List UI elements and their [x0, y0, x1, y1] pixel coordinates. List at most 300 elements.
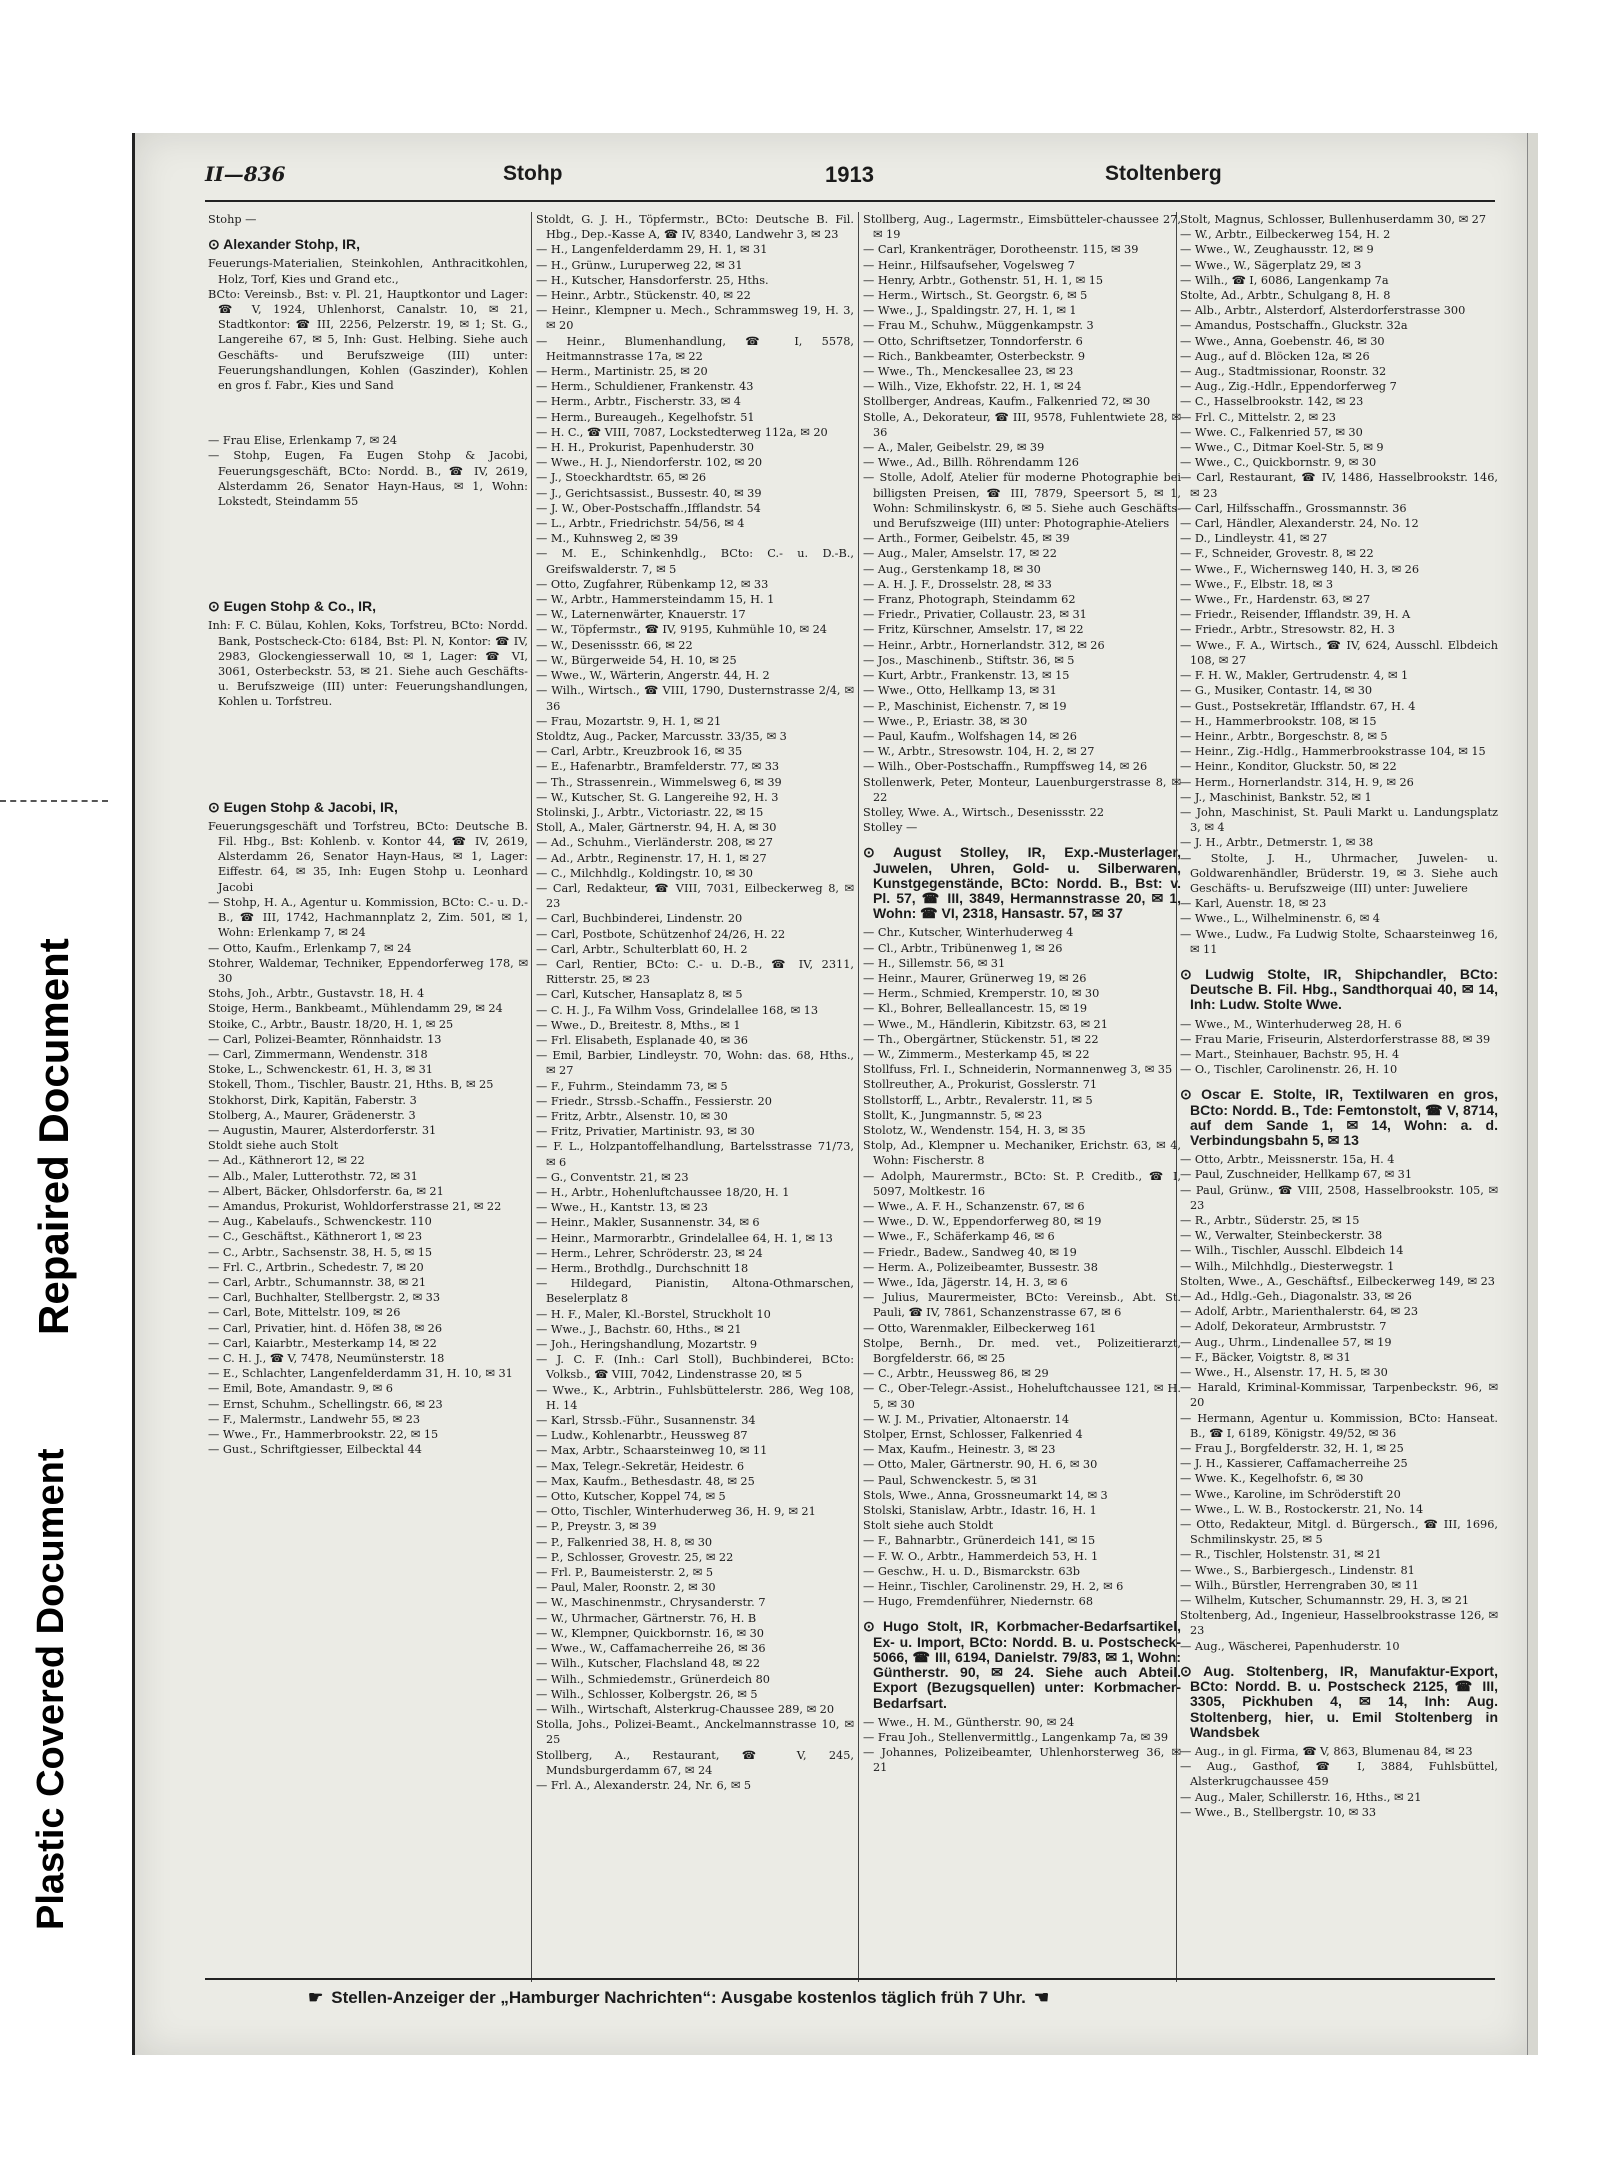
- directory-entry: — Gust., Schriftgiesser, Eilbecktal 44: [208, 1443, 422, 1457]
- directory-entry: — John, Maschinist, St. Pauli Markt u. Landungsplatz 3, ✉ 4: [1180, 805, 1498, 835]
- directory-entry: — Heinr., Klempner u. Mech., Schrammsweg 19, H. 3, ✉ 20: [536, 304, 854, 333]
- directory-entry: Stoll, A., Maler, Gärtnerstr. 94, H. A, ✉ 30: [536, 821, 777, 835]
- directory-entry: — Frau J., Borgfelderstr. 32, H. 1, ✉ 25: [1180, 1442, 1404, 1456]
- directory-entry: — Ernst, Schuhm., Schellingstr. 66, ✉ 23: [208, 1397, 443, 1411]
- header-rule: [205, 200, 1495, 202]
- directory-entry: — Carl, Restaurant, ☎ IV, 1486, Hasselbrookstr. 146, ✉ 23: [1180, 471, 1498, 500]
- directory-entry: — Wilh., ☎ I, 6086, Langenkamp 7a: [1180, 273, 1389, 287]
- directory-entry: ⊙ Ludwig Stolte, IR, Shipchandler, BCto: Deutsche B. Fil. Hbg., Sandthorquai 40, ✉ 14, Inh: Ludw. Stolte Wwe.: [1180, 965, 1498, 1013]
- directory-entry: — Ad., Hdlg.-Geh., Diagonalstr. 33, ✉ 26: [1180, 1290, 1412, 1304]
- directory-entry: — Wwe., J., Spaldingstr. 27, H. 1, ✉ 1: [863, 304, 1077, 318]
- side-divider: [0, 800, 108, 802]
- directory-entry: — G., Conventstr. 21, ✉ 23: [536, 1170, 689, 1184]
- directory-entry: — Ad., Käthnerort 12, ✉ 22: [208, 1154, 365, 1168]
- directory-entry: — Wwe., W., Zeughausstr. 12, ✉ 9: [1180, 243, 1374, 257]
- directory-entry: Stolp, Ad., Klempner u. Mechaniker, Erichstr. 63, ✉ 4, Wohn: Fischerstr. 8: [863, 1139, 1181, 1168]
- directory-entry: — Heinr., Hilfsaufseher, Vogelsweg 7: [863, 258, 1075, 272]
- directory-entry: — Frau Marie, Friseurin, Alsterdorferstrasse 88, ✉ 39: [1180, 1032, 1491, 1046]
- directory-entry: — J., Maschinist, Bankstr. 52, ✉ 1: [1180, 790, 1372, 804]
- directory-entry: Feuerungsgeschäft und Torfstreu, BCto: Deutsche B. Fil. Hbg., Bst: Kohlenb. v. Kontor 44, ☎ IV, 2619, Alsterdamm 26, Senator Hayn-Haus, ✉ 1, Lager: Eiffestr. 64, ✉ 35, Inh: Eugen Stohp u. Leonhard Jacobi: [208, 819, 528, 894]
- directory-entry: — Geschw., H. u. D., Bismarckstr. 63b: [863, 1564, 1081, 1578]
- directory-entry: — F. W. O., Arbtr., Hammerdeich 53, H. 1: [863, 1549, 1099, 1563]
- directory-entry: — Aug., Kabelaufs., Schwenckestr. 110: [208, 1215, 432, 1229]
- directory-entry: Stolt siehe auch Stoldt: [863, 1519, 994, 1533]
- directory-entry: — Adolf, Dekorateur, Armbruststr. 7: [1180, 1320, 1387, 1334]
- directory-entry: — Max, Kaufm., Heinestr. 3, ✉ 23: [863, 1443, 1056, 1457]
- directory-entry: — Wwe., B., Stellbergstr. 10, ✉ 33: [1180, 1805, 1377, 1819]
- directory-entry: — Fritz, Privatier, Martinistr. 93, ✉ 30: [536, 1125, 755, 1139]
- directory-entry: — C., Arbtr., Sachsenstr. 38, H. 5, ✉ 15: [208, 1245, 433, 1259]
- directory-entry: — Ad., Schuhm., Vierländerstr. 208, ✉ 27: [536, 836, 773, 850]
- directory-entry: — A. H. J. F., Drosselstr. 28, ✉ 33: [863, 577, 1052, 591]
- directory-entry: — Wwe., M., Winterhuderweg 28, H. 6: [1180, 1017, 1402, 1031]
- directory-entry: — Herm., Arbtr., Fischerstr. 33, ✉ 4: [536, 395, 741, 409]
- directory-entry: — P., Falkenried 38, H. 8, ✉ 30: [536, 1535, 713, 1549]
- directory-entry: — Carl, Zimmermann, Wendenstr. 318: [208, 1047, 428, 1061]
- directory-entry: Stollberg, Aug., Lagermstr., Eimsbütteler-chaussee 27, ✉ 19: [863, 213, 1181, 242]
- directory-entry: — Wwe., W., Caffamacherreihe 26, ✉ 36: [536, 1642, 766, 1656]
- directory-entry: — C. H. J., ☎ V, 7478, Neumünsterstr. 18: [208, 1351, 445, 1365]
- directory-entry: — H., Langenfelderdamm 29, H. 1, ✉ 31: [536, 243, 768, 257]
- directory-entry: — Wwe., J., Bachstr. 60, Hths., ✉ 21: [536, 1322, 742, 1336]
- directory-entry: — W., Arbtr., Hammersteindamm 15, H. 1: [536, 593, 775, 607]
- directory-entry: — Wwe., Anna, Goebenstr. 46, ✉ 30: [1180, 334, 1385, 348]
- directory-entry: — Wilh., Tischler, Ausschl. Elbdeich 14: [1180, 1244, 1404, 1258]
- directory-entry: — Wwe., Ida, Jägerstr. 14, H. 3, ✉ 6: [863, 1276, 1068, 1290]
- directory-entry: Stolper, Ernst, Schlosser, Falkenried 4: [863, 1428, 1083, 1442]
- directory-entry: — Otto, Tischler, Winterhuderweg 36, H. 9, ✉ 21: [536, 1505, 816, 1519]
- directory-entry: — Otto, Kaufm., Erlenkamp 7, ✉ 24: [208, 941, 412, 955]
- directory-entry: — R., Tischler, Holstenstr. 31, ✉ 21: [1180, 1548, 1382, 1562]
- directory-entry: — Friedr., Strssb.-Schaffn., Fessierstr. 20: [536, 1094, 772, 1108]
- directory-entry: — Paul, Zuschneider, Hellkamp 67, ✉ 31: [1180, 1168, 1413, 1182]
- directory-entry: — Otto, Kutscher, Koppel 74, ✉ 5: [536, 1490, 726, 1504]
- directory-entry: — Paul, Grünw., ☎ VIII, 2508, Hasselbrookstr. 105, ✉ 23: [1180, 1183, 1498, 1212]
- directory-entry: — Ludw., Kohlenarbtr., Heussweg 87: [536, 1429, 748, 1443]
- header-last-name: Stoltenberg: [1105, 162, 1222, 185]
- directory-entry: — Wwe., S., Barbiergesch., Lindenstr. 81: [1180, 1563, 1415, 1577]
- directory-entry: — C. H. J., Fa Wilhm Voss, Grindelallee 168, ✉ 13: [536, 1003, 819, 1017]
- directory-entry: Stolpe, Bernh., Dr. med. vet., Polizeitierarzt, Borgfelderstr. 66, ✉ 25: [863, 1336, 1181, 1366]
- directory-entry: — F., Schneider, Grovestr. 8, ✉ 22: [1180, 547, 1374, 561]
- directory-entry: — W., Uhrmacher, Gärtnerstr. 76, H. B: [536, 1611, 757, 1625]
- directory-entry: — Otto, Arbtr., Meissnerstr. 15a, H. 4: [1180, 1153, 1395, 1167]
- directory-entry: — Frau, Mozartstr. 9, H. 1, ✉ 21: [536, 714, 722, 728]
- directory-entry: — Wwe., M., Händlerin, Kibitzstr. 63, ✉ 21: [863, 1017, 1108, 1031]
- directory-entry: Stoltenberg, Ad., Ingenieur, Hasselbrookstrasse 126, ✉ 23: [1180, 1609, 1498, 1638]
- directory-entry: — Carl, Bote, Mittelstr. 109, ✉ 26: [208, 1306, 401, 1320]
- directory-entry: Stohp —: [208, 213, 257, 226]
- directory-entry: — Karl, Strssb.-Führ., Susannenstr. 34: [536, 1414, 756, 1428]
- directory-entry: Stollberger, Andreas, Kaufm., Falkenried 72, ✉ 30: [863, 395, 1151, 409]
- directory-entry: Stols, Wwe., Anna, Grossneumarkt 14, ✉ 3: [863, 1488, 1108, 1502]
- header-year: 1913: [825, 162, 874, 187]
- directory-entry: — Heinr., Zig.-Hdlg., Hammerbrookstrasse 104, ✉ 15: [1180, 745, 1486, 759]
- directory-entry: — Fritz, Kürschner, Amselstr. 17, ✉ 22: [863, 623, 1084, 637]
- directory-entry: — Herm., Brothdlg., Durchschnitt 18: [536, 1262, 749, 1276]
- directory-entry: — J., Gerichtsassist., Bussestr. 40, ✉ 39: [536, 486, 762, 500]
- directory-entry: — Aug., Zig.-Hdlr., Eppendorferweg 7: [1180, 380, 1397, 394]
- directory-entry: — Otto, Zugfahrer, Rübenkamp 12, ✉ 33: [536, 577, 769, 591]
- directory-entry: — Mart., Steinhauer, Bachstr. 95, H. 4: [1180, 1047, 1400, 1061]
- directory-entry: — Jos., Maschinenb., Stiftstr. 36, ✉ 5: [863, 653, 1075, 667]
- directory-entry: — P., Preystr. 3, ✉ 39: [536, 1520, 657, 1534]
- directory-entry: — F., Malermstr., Landwehr 55, ✉ 23: [208, 1412, 421, 1426]
- directory-entry: — Carl, Hilfsschaffn., Grossmannstr. 36: [1180, 501, 1407, 515]
- directory-entry: — Carl, Arbtr., Kreuzbrook 16, ✉ 35: [536, 745, 743, 759]
- directory-entry: ⊙ Hugo Stolt, IR, Korbmacher-Bedarfsartikel, Ex- u. Import, BCto: Nordd. B. u. Postscheck-5066, ☎ III, 6194, Danielstr. 79/83, ✉ 1, Wohn: Güntherstr. 90, ✉ 24. Siehe auch Abteil. Export (Bezugsquellen) unter: Korbmacher-Bedarfsart.: [863, 1618, 1181, 1711]
- directory-entry: — J. H., Kassierer, Caffamacherreihe 25: [1180, 1457, 1408, 1471]
- directory-entry: — Stohp, Eugen, Fa Eugen Stohp & Jacobi, Feuerungsgeschäft, BCto: Nordd. B., ☎ IV, 2619, Alsterdamm 26, Senator Hayn-Haus, ✉ 1, Wohn: Lokstedt, Steindamm 55: [208, 449, 528, 509]
- directory-entry: — Aug., Gasthof, ☎ I, 3884, Fuhlsbüttel, Alsterkrugchaussee 459: [1180, 1760, 1498, 1789]
- directory-entry: Stolla, Johs., Polizei-Beamt., Anckelmannstrasse 10, ✉ 25: [536, 1718, 854, 1747]
- directory-entry: — Johannes, Polizeibeamter, Uhlenhorsterweg 36, ✉ 21: [863, 1746, 1181, 1775]
- directory-entry: ⊙ Alexander Stohp, IR,: [208, 236, 361, 253]
- directory-entry: — Aug., Maler, Schillerstr. 16, Hths., ✉ 21: [1180, 1790, 1422, 1804]
- directory-entry: — Chr., Kutscher, Winterhuderweg 4: [863, 926, 1074, 940]
- directory-entry: Stolinski, J., Arbtr., Victoriastr. 22, ✉ 15: [536, 805, 764, 819]
- directory-entry: — F., Fuhrm., Steindamm 73, ✉ 5: [536, 1079, 728, 1093]
- directory-entry: — Otto, Maler, Gärtnerstr. 90, H. 6, ✉ 30: [863, 1458, 1098, 1472]
- directory-entry: — Henry, Arbtr., Gothenstr. 51, H. 1, ✉ 15: [863, 273, 1104, 287]
- directory-entry: — Friedr., Privatier, Collaustr. 23, ✉ 31: [863, 608, 1087, 622]
- directory-entry: Stolt, Magnus, Schlosser, Bullenhuserdamm 30, ✉ 27: [1180, 213, 1487, 226]
- directory-entry: — W., Maschinenmstr., Chrysanderstr. 7: [536, 1596, 766, 1610]
- directory-entry: Stoldt, G. J. H., Töpfermstr., BCto: Deutsche B. Fil. Hbg., Dep.-Kasse A, ☎ IV, 8340, Landwehr 3, ✉ 23: [536, 213, 854, 242]
- directory-entry: — Adolf, Arbtr., Marienthalerstr. 64, ✉ 23: [1180, 1305, 1419, 1319]
- directory-entry: ⊙ Aug. Stoltenberg, IR, Manufaktur-Export, BCto: Nordd. B. u. Postscheck 2125, ☎ III, 3305, Pickhuben 4, ✉ 14, Inh: Aug. Stoltenberg, hier, u. Emil Stoltenberg in Wandsbek: [1180, 1662, 1498, 1740]
- directory-entry: — Frl. P., Baumeisterstr. 2, ✉ 5: [536, 1566, 714, 1580]
- directory-entry: — W. J. M., Privatier, Altonaerstr. 14: [863, 1412, 1070, 1426]
- directory-entry: — Aug., Wäscherei, Papenhuderstr. 10: [1180, 1639, 1400, 1653]
- page-footer: [300, 1988, 1380, 2008]
- footer-rule: [205, 1978, 1495, 1980]
- directory-entry: — Franz, Photograph, Steindamm 62: [863, 593, 1076, 607]
- directory-entry: — W., Bürgerweide 54, H. 10, ✉ 25: [536, 653, 737, 667]
- directory-entry: — Wwe., W., Wärterin, Angerstr. 44, H. 2: [536, 669, 770, 683]
- directory-entry: Stoke, L., Schwenckestr. 61, H. 3, ✉ 31: [208, 1063, 433, 1077]
- column-rule: [858, 212, 859, 1982]
- directory-entry: — Friedr., Badew., Sandweg 40, ✉ 19: [863, 1245, 1077, 1259]
- directory-entry: — Stohp, H. A., Agentur u. Kommission, BCto: C.- u. D.-B., ☎ III, 1742, Hachmannplatz 2, Zim. 501, ✉ 1, Wohn: Erlenkamp 7, ✉ 24: [208, 895, 528, 940]
- directory-entry: — Wwe., H. J., Niendorferstr. 102, ✉ 20: [536, 456, 763, 470]
- side-label-plastic: Plastic Covered Document: [30, 1448, 72, 1930]
- directory-entry: — J. W., Ober-Postschaffn.,Ifflandstr. 54: [536, 501, 761, 515]
- directory-entry: — Heinr., Arbtr., Stückenstr. 40, ✉ 22: [536, 289, 751, 303]
- directory-entry: — Fritz, Arbtr., Alsenstr. 10, ✉ 30: [536, 1109, 728, 1123]
- directory-entry: — Th., Obergärtner, Stückenstr. 51, ✉ 22: [863, 1032, 1099, 1046]
- directory-entry: — Heinr., Konditor, Gluckstr. 50, ✉ 22: [1180, 760, 1397, 774]
- directory-entry: — W., Laternenwärter, Knauerstr. 17: [536, 608, 746, 622]
- directory-entry: — Hermann, Agentur u. Kommission, BCto: Hanseat. B., ☎ I, 6189, Königstr. 49/52, ✉ 36: [1180, 1411, 1498, 1440]
- directory-entry: — P., Schlosser, Grovestr. 25, ✉ 22: [536, 1550, 734, 1564]
- directory-entry: — Frl. C., Mittelstr. 2, ✉ 23: [1180, 410, 1336, 424]
- directory-entry: — Wilhelm, Kutscher, Schumannstr. 29, H. 3, ✉ 21: [1180, 1594, 1470, 1608]
- directory-entry: Stollreuther, A., Prokurist, Gosslerstr. 71: [863, 1078, 1098, 1092]
- directory-entry: — F., Bahnarbtr., Grünerdeich 141, ✉ 15: [863, 1534, 1096, 1548]
- directory-entry: — H., Grünw., Luruperweg 22, ✉ 31: [536, 258, 743, 272]
- directory-entry: — Alb., Maler, Lutterothstr. 72, ✉ 31: [208, 1169, 418, 1183]
- directory-entry: — Joh., Heringshandlung, Mozartstr. 9: [536, 1338, 758, 1352]
- directory-entry: — Wwe., F., Elbstr. 18, ✉ 3: [1180, 577, 1334, 591]
- directory-entry: — Frl. Elisabeth, Esplanade 40, ✉ 36: [536, 1033, 748, 1047]
- directory-entry: — Wilh., Bürstler, Herrengraben 30, ✉ 11: [1180, 1578, 1419, 1592]
- directory-entry: — C., Ober-Telegr.-Assist., Hoheluftchaussee 121, ✉ H. 5, ✉ 30: [863, 1382, 1181, 1411]
- directory-entry: — Kl., Bohrer, Belleallancestr. 15, ✉ 19: [863, 1002, 1088, 1016]
- directory-entry: — Heinr., Arbtr., Hornerlandstr. 312, ✉ 26: [863, 638, 1105, 652]
- directory-entry: Stoike, C., Arbtr., Baustr. 18/20, H. 1, ✉ 25: [208, 1017, 454, 1031]
- directory-entry: — Carl, Postbote, Schützenhof 24/26, H. 22: [536, 927, 786, 941]
- directory-entry: — Wilh., Schmiedemstr., Grünerdeich 80: [536, 1672, 770, 1686]
- directory-entry: — C., Geschäftst., Käthnerort 1, ✉ 23: [208, 1230, 423, 1244]
- directory-entry: — Aug., Stadtmissionar, Roonstr. 32: [1180, 365, 1387, 379]
- directory-entry: — Frau M., Schuhw., Müggenkampstr. 3: [863, 319, 1094, 333]
- directory-entry: — C., Arbtr., Heussweg 86, ✉ 29: [863, 1367, 1049, 1381]
- page-number: II—836: [205, 162, 286, 186]
- directory-entry: — Wilh., Vize, Ekhofstr. 22, H. 1, ✉ 24: [863, 380, 1082, 394]
- directory-entry: — L., Arbtr., Friedrichstr. 54/56, ✉ 4: [536, 517, 745, 531]
- directory-entry: — Herm., Schmied, Kremperstr. 10, ✉ 30: [863, 987, 1100, 1001]
- directory-entry: — Amandus, Prokurist, Wohldorferstrasse 21, ✉ 22: [208, 1199, 502, 1213]
- page-header: [205, 162, 1495, 202]
- directory-entry: Inh: F. C. Bülau, Kohlen, Koks, Torfstreu, BCto: Nordd. Bank, Postscheck-Cto: 6184, Bst: Pl. N, Kontor: ☎ IV, 2983, Glockengiesserwall 10, ✉ 1, Lager: ☎ VI, 3061, Osterbeckstr. 53, ✉ 21. Siehe auch Geschäfts- u. Berufszweige (III) unter: Feuerungshandlungen, Kohlen u. Torfstreu.: [208, 619, 528, 709]
- directory-entry: — J. C. F. (Inh.: Carl Stoll), Buchbinderei, BCto: Volksb., ☎ VIII, 7042, Lindenstrasse 20, ✉ 5: [536, 1353, 854, 1382]
- directory-entry: — Herm., Schuldiener, Frankenstr. 43: [536, 380, 754, 394]
- column-2: [536, 212, 854, 1962]
- directory-entry: — J. H., Arbtr., Detmerstr. 1, ✉ 38: [1180, 836, 1374, 850]
- directory-entry: — G., Musiker, Contastr. 14, ✉ 30: [1180, 684, 1373, 698]
- directory-entry: — W., Klempner, Quickbornstr. 16, ✉ 30: [536, 1626, 764, 1640]
- directory-entry: — F., Bäcker, Voigtstr. 8, ✉ 31: [1180, 1350, 1351, 1364]
- directory-entry: — Wwe., F. A., Wirtsch., ☎ IV, 624, Ausschl. Elbdeich 108, ✉ 27: [1180, 638, 1498, 667]
- directory-entry: — O., Tischler, Carolinenstr. 26, H. 10: [1180, 1063, 1398, 1077]
- directory-entry: Stolley —: [863, 821, 918, 835]
- directory-entry: ⊙ August Stolley, IR, Exp.-Musterlager, Juwelen, Uhren, Gold- u. Silberwaren, Kunstgegenstände, BCto: Nordd. B., Bst: v. Pl. 57, ☎ III, 3849, Hermannstrasse 20, ✉ 1, Wohn: ☎ VI, 2318, Hansastr. 57, ✉ 37: [863, 844, 1181, 922]
- directory-entry: — Carl, Privatier, hint. d. Höfen 38, ✉ 26: [208, 1321, 443, 1335]
- directory-entry: — W., Desenissstr. 66, ✉ 22: [536, 638, 693, 652]
- pointing-hand-icon: ☚: [1033, 1988, 1050, 2007]
- directory-entry: — Heinr., Marmorarbtr., Grindelallee 64, H. 1, ✉ 13: [536, 1231, 833, 1245]
- directory-entry: — Hildegard, Pianistin, Altona-Othmarschen, Beselerplatz 8: [536, 1277, 854, 1306]
- directory-entry: — W., Töpfermstr., ☎ IV, 9195, Kuhmühle 10, ✉ 24: [536, 623, 827, 637]
- directory-entry: — Harald, Kriminal-Kommissar, Tarpenbeckstr. 96, ✉ 20: [1180, 1381, 1498, 1410]
- directory-entry: — R., Arbtr., Süderstr. 25, ✉ 15: [1180, 1214, 1360, 1227]
- directory-entry: — Cl., Arbtr., Tribünenweg 1, ✉ 26: [863, 941, 1063, 955]
- directory-entry: — Carl, Händler, Alexanderstr. 24, No. 12: [1180, 517, 1419, 531]
- column-3: [863, 212, 1181, 1962]
- directory-entry: — F. L., Holzpantoffelhandlung, Bartelsstrasse 71/73, ✉ 6: [536, 1140, 854, 1169]
- directory-entry: — Wilh., Milchhdlg., Diesterwegstr. 1: [1180, 1259, 1395, 1273]
- directory-entry: — Paul, Maler, Roonstr. 2, ✉ 30: [536, 1581, 716, 1595]
- directory-entry: — Wwe., Ad., Billh. Röhrendamm 126: [863, 456, 1079, 470]
- directory-entry: — Wilh., Schlosser, Kolbergstr. 26, ✉ 5: [536, 1687, 758, 1701]
- directory-entry: Feuerungs-Materialien, Steinkohlen, Anthracitkohlen, Holz, Torf, Kies und Grand etc.,: [208, 257, 528, 286]
- directory-entry: — Wwe., L., Wilhelminenstr. 6, ✉ 4: [1180, 912, 1380, 926]
- directory-entry: Stohs, Joh., Arbtr., Gustavstr. 18, H. 4: [208, 987, 425, 1001]
- directory-entry: — Wwe., D., Breitestr. 8, Mths., ✉ 1: [536, 1018, 741, 1032]
- directory-entry: — F. H. W., Makler, Gertrudenstr. 4, ✉ 1: [1180, 669, 1409, 683]
- directory-entry: — Wwe., H., Kantstr. 13, ✉ 23: [536, 1201, 708, 1215]
- directory-entry: Stolberg, A., Maurer, Grädenerstr. 3: [208, 1108, 416, 1122]
- directory-entry: — Otto, Redakteur, Mitgl. d. Bürgersch., ☎ III, 1696, Schmilinskystr. 25, ✉ 5: [1180, 1518, 1498, 1547]
- column-1: [208, 212, 528, 1962]
- directory-entry: — Julius, Maurermeister, BCto: Vereinsb., Abt. St. Pauli, ☎ IV, 7861, Schanzenstrasse 67, ✉ 6: [863, 1291, 1181, 1320]
- directory-entry: — Wwe., Karoline, im Schröderstift 20: [1180, 1487, 1401, 1501]
- directory-entry: — Otto, Schriftsetzer, Tonndorferstr. 6: [863, 334, 1083, 348]
- directory-entry: — Heinr., Makler, Susannenstr. 34, ✉ 6: [536, 1216, 760, 1230]
- directory-entry: — E., Schlachter, Langenfelderdamm 31, H. 10, ✉ 31: [208, 1367, 513, 1381]
- directory-entry: Stollt, K., Jungmannstr. 5, ✉ 23: [863, 1108, 1043, 1122]
- directory-entry: — Frau Elise, Erlenkamp 7, ✉ 24: [208, 434, 398, 448]
- directory-entry: — A., Maler, Geibelstr. 29, ✉ 39: [863, 441, 1045, 455]
- pointing-hand-icon: ☛: [308, 1988, 324, 2007]
- directory-entry: — Carl, Redakteur, ☎ VIII, 7031, Eilbeckerweg 8, ✉ 23: [536, 881, 854, 911]
- directory-entry: — Heinr., Tischler, Carolinenstr. 29, H. 2, ✉ 6: [863, 1580, 1124, 1594]
- directory-entry: — Wwe., Otto, Hellkamp 13, ✉ 31: [863, 684, 1057, 698]
- directory-entry: — Paul, Kaufm., Wolfshagen 14, ✉ 26: [863, 729, 1077, 743]
- directory-entry: — Heinr., Maurer, Grünerweg 19, ✉ 26: [863, 971, 1087, 985]
- directory-entry: — W., Kutscher, St. G. Langereihe 92, H. 3: [536, 790, 779, 804]
- directory-entry: — W., Verwalter, Steinbeckerstr. 38: [1180, 1229, 1383, 1243]
- directory-entry: — Aug., Maler, Amselstr. 17, ✉ 22: [863, 547, 1057, 561]
- directory-entry: — Wwe., W., Sägerplatz 29, ✉ 3: [1180, 258, 1362, 272]
- directory-entry: — Karl, Auenstr. 18, ✉ 23: [1180, 897, 1327, 911]
- directory-entry: — Wwe. K., Kegelhofstr. 6, ✉ 30: [1180, 1472, 1364, 1486]
- directory-entry: — Wwe., L. W. B., Rostockerstr. 21, No. 14: [1180, 1502, 1424, 1516]
- directory-entry: Stolley, Wwe. A., Wirtsch., Desenissstr. 22: [863, 805, 1105, 819]
- directory-entry: Stoige, Herm., Bankbeamt., Mühlendamm 29, ✉ 24: [208, 1002, 503, 1016]
- directory-entry: — H. C., ☎ VIII, 7087, Lockstedterweg 112a, ✉ 20: [536, 425, 828, 439]
- directory-entry: Stokell, Thom., Tischler, Baustr. 21, Hths. B, ✉ 25: [208, 1078, 494, 1092]
- directory-entry: — Heinr., Arbtr., Borgeschstr. 8, ✉ 5: [1180, 729, 1388, 743]
- directory-entry: — W., Zimmerm., Mesterkamp 45, ✉ 22: [863, 1047, 1090, 1061]
- directory-entry: — Wwe., Fr., Hammerbrookstr. 22, ✉ 15: [208, 1428, 439, 1441]
- directory-entry: — Wwe., Fr., Hardenstr. 63, ✉ 27: [1180, 593, 1371, 607]
- directory-entry: ⊙ Eugen Stohp & Jacobi, IR,: [208, 798, 398, 815]
- directory-entry: — P., Maschinist, Eichenstr. 7, ✉ 19: [863, 699, 1067, 713]
- directory-entry: — Wwe., Ludw., Fa Ludwig Stolte, Schaarsteinweg 16, ✉ 11: [1180, 927, 1498, 956]
- directory-entry: — Wwe., H. M., Güntherstr. 90, ✉ 24: [863, 1715, 1075, 1729]
- directory-entry: — Carl, Arbtr., Schumannstr. 38, ✉ 21: [208, 1275, 427, 1289]
- directory-entry: — H. F., Maler, Kl.-Borstel, Struckholt 10: [536, 1307, 771, 1321]
- directory-entry: — Alb., Arbtr., Alsterdorf, Alsterdorferstrasse 300: [1180, 304, 1466, 318]
- directory-entry: — Kurt, Arbtr., Frankenstr. 13, ✉ 15: [863, 669, 1070, 683]
- directory-entry: — Wilh., Ober-Postschaffn., Rumpffsweg 14, ✉ 26: [863, 760, 1148, 774]
- directory-entry: — Carl, Buchbinderei, Lindenstr. 20: [536, 912, 743, 926]
- footer-notice: Stellen-Anzeiger der „Hamburger Nachrichten“: Ausgabe kostenlos täglich früh 7 Uhr.: [331, 1988, 1026, 2007]
- directory-entry: — H. H., Prokurist, Papenhuderstr. 30: [536, 441, 754, 455]
- directory-entry: — W., Arbtr., Eilbeckerweg 154, H. 2: [1180, 228, 1391, 242]
- directory-entry: — Aug., Gerstenkamp 18, ✉ 30: [863, 562, 1041, 576]
- directory-entry: — Frl. A., Alexanderstr. 24, Nr. 6, ✉ 5: [536, 1778, 752, 1792]
- directory-entry: — Wilh., Kutscher, Flachsland 48, ✉ 22: [536, 1657, 761, 1671]
- directory-entry: — Stolte, J. H., Uhrmacher, Juwelen- u. Goldwarenhändler, Brüderstr. 19, ✉ 3. Siehe auch Geschäfts- u. Berufszweige (III) unter: Juweliere: [1180, 851, 1498, 895]
- directory-entry: — Gust., Postsekretär, Ifflandstr. 67, H. 4: [1180, 699, 1416, 713]
- directory-entry: — H., Sillemstr. 56, ✉ 31: [863, 956, 1006, 970]
- directory-entry: — Wilh., Wirtschaft, Alsterkrug-Chaussee 289, ✉ 20: [536, 1702, 835, 1716]
- directory-entry: — Herm., Hornerlandstr. 314, H. 9, ✉ 26: [1180, 775, 1414, 789]
- header-first-name: Stohp: [503, 162, 563, 185]
- directory-entry: Stolotz, W., Wendenstr. 154, H. 3, ✉ 35: [863, 1123, 1086, 1137]
- directory-entry: — Wwe., P., Eriastr. 38, ✉ 30: [863, 714, 1028, 728]
- directory-entry: — H., Kutscher, Hansdorferstr. 25, Hths.: [536, 273, 769, 287]
- directory-entry: — Wwe., Th., Menckesallee 23, ✉ 23: [863, 365, 1074, 379]
- directory-entry: — Max, Arbtr., Schaarsteinweg 10, ✉ 11: [536, 1444, 768, 1458]
- directory-entry: — H., Hammerbrookstr. 108, ✉ 15: [1180, 714, 1377, 728]
- directory-entry: Stolten, Wwe., A., Geschäftsf., Eilbeckerweg 149, ✉ 23: [1180, 1274, 1495, 1288]
- directory-entry: — Herm., Lehrer, Schröderstr. 23, ✉ 24: [536, 1246, 763, 1260]
- directory-entry: — D., Lindleystr. 41, ✉ 27: [1180, 532, 1328, 546]
- directory-entry: — Aug., in gl. Firma, ☎ V, 863, Blumenau 84, ✉ 23: [1180, 1744, 1473, 1758]
- directory-entry: — Frau Joh., Stellenvermittlg., Langenkamp 7a, ✉ 39: [863, 1730, 1169, 1744]
- directory-entry: — Max, Kaufm., Bethesdastr. 48, ✉ 25: [536, 1474, 755, 1488]
- directory-entry: — Adolph, Maurermstr., BCto: St. P. Creditb., ☎ I, 5097, Moltkestr. 16: [863, 1169, 1181, 1198]
- directory-entry: — Aug., auf d. Blöcken 12a, ✉ 26: [1180, 349, 1370, 363]
- directory-entry: — Wwe., C., Ditmar Koel-Str. 5, ✉ 9: [1180, 441, 1384, 455]
- directory-entry: — Amandus, Postschaffn., Gluckstr. 32a: [1180, 319, 1408, 333]
- directory-entry: — Wwe. C., Falkenried 57, ✉ 30: [1180, 425, 1363, 439]
- directory-entry: — Friedr., Reisender, Ifflandstr. 39, H. A: [1180, 608, 1411, 622]
- directory-entry: Stolski, Stanislaw, Arbtr., Idastr. 16, H. 1: [863, 1504, 1097, 1518]
- directory-entry: — Wwe., D. W., Eppendorferweg 80, ✉ 19: [863, 1215, 1102, 1229]
- directory-entry: BCto: Vereinsb., Bst: v. Pl. 21, Hauptkontor und Lager: ☎ V, 1924, Uhlenhorst, Canalstr. 10, ✉ 21, Stadtkontor: ☎ III, 2256, Pelzerstr. 19, ✉ 1; St. G., Langereihe 67, ✉ 5, Inh: Gust. Helbing. Siehe auch Geschäfts- und Berufszweige (III) unter: Feuerungshandlungen, Kohlen (Gaszinder), Kohlen en gros f. Fabr., Kies und Sand: [208, 287, 528, 393]
- directory-entry: — Herm. A., Polizeibeamter, Bussestr. 38: [863, 1260, 1098, 1274]
- directory-entry: Stohrer, Waldemar, Techniker, Eppendorferweg 178, ✉ 30: [208, 956, 528, 985]
- directory-entry: — Herm., Martinistr. 25, ✉ 20: [536, 365, 708, 379]
- directory-entry: — Carl, Buchhalter, Stellbergstr. 2, ✉ 33: [208, 1291, 441, 1305]
- directory-entry: — J., Stoeckhardtstr. 65, ✉ 26: [536, 471, 707, 485]
- directory-entry: — Paul, Schwenckestr. 5, ✉ 31: [863, 1473, 1039, 1487]
- directory-entry: Stollenwerk, Peter, Monteur, Lauenburgerstrasse 8, ✉ 22: [863, 775, 1181, 804]
- directory-entry: — C., Milchhdlg., Koldingstr. 10, ✉ 30: [536, 866, 753, 880]
- directory-entry: — Herm., Bureaugeh., Kegelhofstr. 51: [536, 410, 755, 424]
- directory-entry: — Carl, Polizei-Beamter, Rönnhaidstr. 13: [208, 1032, 442, 1046]
- directory-entry: — Wwe., A. F. H., Schanzenstr. 67, ✉ 6: [863, 1200, 1085, 1213]
- directory-entry: — Herm., Wirtsch., St. Georgstr. 6, ✉ 5: [863, 289, 1088, 303]
- directory-entry: — Heinr., Blumenhandlung, ☎ I, 5578, Heitmannstrasse 17a, ✉ 22: [536, 334, 854, 363]
- directory-entry: — Ad., Arbtr., Reginenstr. 17, H. 1, ✉ 27: [536, 851, 767, 865]
- directory-entry: — Augustin, Maurer, Alsterdorferstr. 31: [208, 1123, 437, 1137]
- directory-entry: — M. E., Schinkenhdlg., BCto: C.- u. D.-B., Greifswalderstr. 7, ✉ 5: [536, 547, 854, 576]
- directory-entry: — Wwe., C., Quickbornstr. 9, ✉ 30: [1180, 456, 1377, 470]
- directory-entry: — Frl. C., Artbrin., Schedestr. 7, ✉ 20: [208, 1260, 424, 1274]
- directory-entry: Stollfuss, Frl. I., Schneiderin, Normannenweg 3, ✉ 35: [863, 1063, 1173, 1077]
- directory-entry: ⊙ Eugen Stohp & Co., IR,: [208, 598, 377, 615]
- directory-entry: — Carl, Kutscher, Hansaplatz 8, ✉ 5: [536, 988, 743, 1002]
- directory-entry: — Rich., Bankbeamter, Osterbeckstr. 9: [863, 349, 1086, 363]
- directory-entry: — Albert, Bäcker, Ohlsdorferstr. 6a, ✉ 21: [208, 1184, 444, 1198]
- directory-entry: — Wwe., H., Alsenstr. 17, H. 5, ✉ 30: [1180, 1366, 1388, 1380]
- directory-entry: Stollberg, A., Restaurant, ☎ V, 245, Mundsburgerdamm 67, ✉ 24: [536, 1748, 854, 1777]
- directory-entry: — C., Hasselbrookstr. 142, ✉ 23: [1180, 395, 1364, 409]
- directory-entry: — W., Arbtr., Stresowstr. 104, H. 2, ✉ 27: [863, 745, 1095, 759]
- directory-entry: Stoldtz, Aug., Packer, Marcusstr. 33/35, ✉ 3: [536, 729, 787, 743]
- directory-entry: — Friedr., Arbtr., Stresowstr. 82, H. 3: [1180, 623, 1395, 637]
- directory-entry: — Aug., Uhrm., Lindenallee 57, ✉ 19: [1180, 1335, 1392, 1349]
- page-edge: [1527, 133, 1538, 2055]
- side-label-repaired: Repaired Document: [30, 938, 77, 1335]
- directory-entry: Stokhorst, Dirk, Kapitän, Faberstr. 3: [208, 1093, 417, 1107]
- directory-entry: — Max, Telegr.-Sekretär, Heidestr. 6: [536, 1459, 745, 1473]
- directory-entry: — Stolle, Adolf, Atelier für moderne Photographie bei billigsten Preisen, ☎ III, 7879, Speersort 5, ✉ 1, Wohn: Schmilinskystr. 6, ✉ 5. Siehe auch Geschäfts- und Berufszweige (III) unter: Photographie-Ateliers: [863, 471, 1181, 531]
- directory-entry: ⊙ Oscar E. Stolte, IR, Textilwaren en gros, BCto: Nordd. B., Tde: Femtonstolt, ☎ V, 8714, auf dem Sande 1, ✉ 14, Wohn: a. d. Verbindungsbahn 5, ✉ 13: [1180, 1086, 1498, 1148]
- directory-entry: — Arth., Former, Geibelstr. 45, ✉ 39: [863, 532, 1070, 546]
- directory-entry: Stolle, A., Dekorateur, ☎ III, 9578, Fuhlentwiete 28, ✉ 36: [863, 410, 1181, 439]
- directory-entry: — Emil, Bote, Amandastr. 9, ✉ 6: [208, 1382, 393, 1396]
- directory-entry: — Carl, Arbtr., Schulterblatt 60, H. 2: [536, 942, 748, 956]
- column-rule: [531, 212, 532, 1982]
- directory-entry: — Carl, Kaiarbtr., Mesterkamp 14, ✉ 22: [208, 1336, 437, 1350]
